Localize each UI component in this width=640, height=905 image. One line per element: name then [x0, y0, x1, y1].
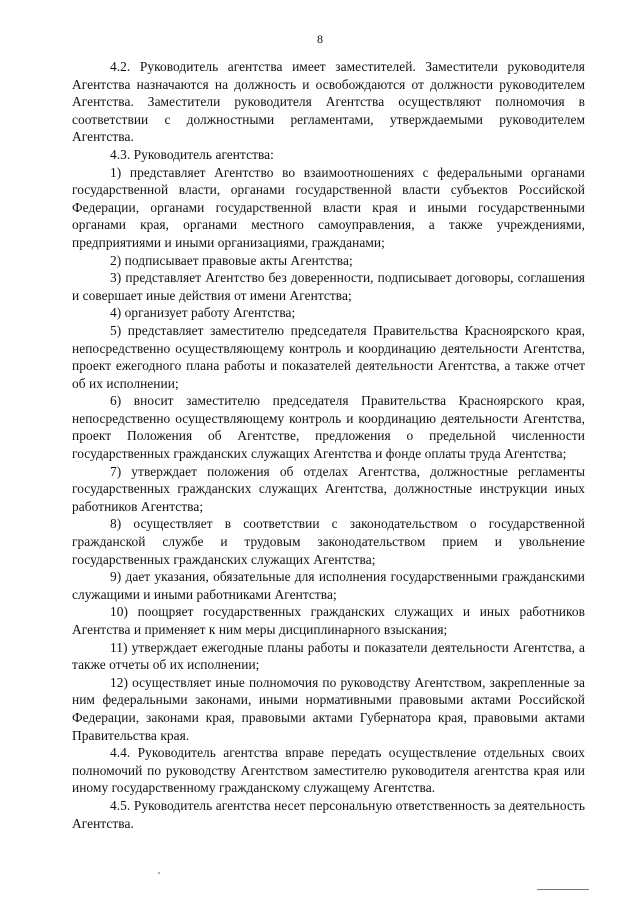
list-item-2: 2) подписывает правовые акты Агентства;	[110, 252, 353, 268]
list-item-1: 1) представляет Агентство во взаимоотношениях с федеральными органами государственной власти, органами государственной власти субъектов Российской Федерации, органами государственной власти края и иными государственными органами края, органами местного самоуправления, а также учреждениями, предприятиями и иными организациями, гражданами;	[72, 164, 585, 250]
list-item-3: 3) представляет Агентство без доверенности, подписывает договоры, соглашения и совершает иные действия от имени Агентства;	[72, 270, 585, 303]
paragraph-4-2: 4.2. Руководитель агентства имеет заместителей. Заместители руководителя Агентства назначаются на должность и освобождаются от должности руководителем Агентства. Заместители руководителя Агентства осуществляют полномочия в соответствии с должностными регламентами, утверждаемыми руководителем Агентства.	[72, 59, 585, 145]
bottom-rule	[537, 889, 589, 890]
scan-speck	[158, 872, 160, 874]
list-item-9: 9) дает указания, обязательные для исполнения государственными гражданскими служащими и иными работниками Агентства;	[72, 569, 585, 602]
page-number: 8	[317, 32, 323, 46]
paragraph-4-3-heading: 4.3. Руководитель агентства:	[110, 146, 274, 162]
list-item-5: 5) представляет заместителю председателя Правительства Красноярского края, непосредственно осуществляющему контроль и координацию деятельности Агентства, проект ежегодного плана работы и показателей деятельности Агентства, а также отчет об их исполнении;	[72, 322, 585, 391]
list-item-8: 8) осуществляет в соответствии с законодательством о государственной гражданской службе и трудовым законодательством прием и увольнение государственных гражданских служащих Агентства;	[72, 516, 585, 567]
list-item-10: 10) поощряет государственных гражданских служащих и иных работников Агентства и применяет к ним меры дисциплинарного взыскания;	[72, 604, 585, 637]
document-body	[72, 58, 585, 832]
list-item-7: 7) утверждает положения об отделах Агентства, должностные регламенты государственных гражданских служащих Агентства, должностные инструкции иных работников Агентства;	[72, 463, 585, 514]
list-item-4: 4) организует работу Агентства;	[110, 305, 296, 321]
list-item-12: 12) осуществляет иные полномочия по руководству Агентством, закрепленные за ним федеральными законами, иными нормативными правовыми актами Российской Федерации, законами края, правовыми актами Губернатора края, правовыми актами Правительства края.	[72, 674, 585, 743]
paragraph-4-5: 4.5. Руководитель агентства несет персональную ответственность за деятельность Агентства.	[72, 797, 585, 831]
list-item-6: 6) вносит заместителю председателя Правительства Красноярского края, непосредственно осуществляющему контроль и координацию деятельности Агентства, проект Положения об Агентстве, предложения о предельной численности государственных гражданских служащих Агентства и фонде оплаты труда Агентства;	[72, 393, 585, 462]
paragraph-4-4: 4.4. Руководитель агентства вправе передать осуществление отдельных своих полномочий по руководству Агентством заместителю руководителя агентства края или иному государственному гражданскому служащему Агентства.	[72, 745, 585, 796]
list-item-11: 11) утверждает ежегодные планы работы и показатели деятельности Агентства, а также отчеты об их исполнении;	[72, 639, 585, 673]
